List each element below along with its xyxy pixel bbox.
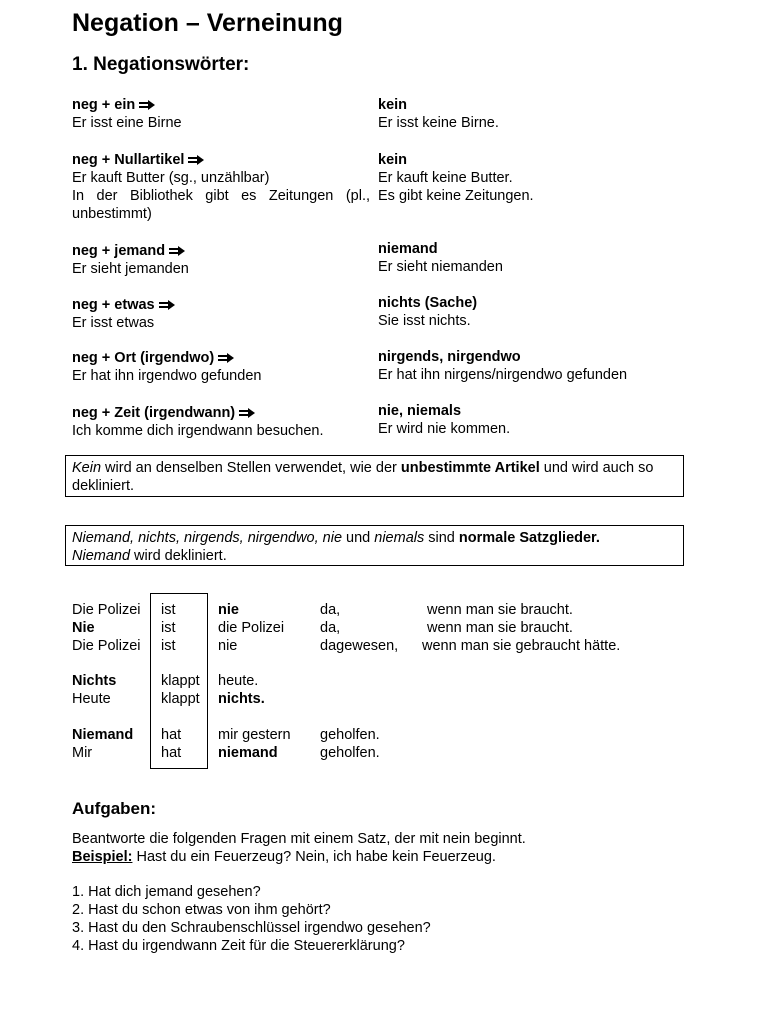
rule-left: [72, 96, 182, 132]
example-verb: hat: [161, 727, 182, 743]
question-item: 2. Hast du schon etwas von ihm gehört?: [72, 902, 331, 918]
rule-example: Er isst etwas: [72, 315, 155, 331]
example-negation: Nie: [72, 620, 95, 636]
note-bold: normale Satzglieder.: [458, 530, 600, 546]
note-text: sind: [424, 530, 459, 546]
rule-right: [378, 402, 510, 438]
example-rest: heute.: [218, 673, 259, 689]
rule-example: Es gibt keine Zeitungen.: [378, 188, 534, 204]
rule-right: [378, 240, 503, 276]
rule-right: [378, 348, 627, 384]
example-subject: Die Polizei: [72, 638, 141, 654]
example-verb: ist: [161, 620, 176, 636]
note-italic: Niemand, nichts, nirgends, nirgendwo, nie: [72, 530, 343, 546]
double-arrow-icon: [139, 100, 155, 110]
rule-result: nichts (Sache): [378, 295, 478, 311]
example-subject: Die Polizei: [72, 602, 141, 618]
example-rest: mir gestern: [218, 727, 291, 743]
question-item: 1. Hat dich jemand gesehen?: [72, 884, 261, 900]
rule-left: [72, 151, 370, 223]
example-verb: ist: [161, 638, 176, 654]
example-negation: nie: [218, 638, 238, 654]
example-subject: Heute: [72, 691, 111, 707]
rule-head: neg + Zeit (irgendwann): [72, 405, 236, 421]
example-negation: Niemand: [72, 727, 134, 743]
rule-left: [72, 349, 261, 385]
note-italic: Kein: [72, 460, 102, 476]
rule-left: [72, 404, 323, 440]
example-subject: die Polizei: [218, 620, 285, 636]
rule-result: nie, niemals: [378, 403, 462, 419]
page-title: Negation – Verneinung: [72, 9, 343, 37]
rule-example: Er kauft keine Butter.: [378, 170, 513, 186]
rule-example: Er kauft Butter (sg., unzählbar): [72, 170, 270, 186]
note-text: wird dekliniert.: [130, 548, 227, 564]
rule-head: neg + ein: [72, 97, 136, 113]
beispiel-line: [72, 848, 496, 866]
example-negation: niemand: [218, 745, 278, 761]
rule-left: [72, 296, 175, 332]
double-arrow-icon: [188, 155, 204, 165]
rule-head: neg + jemand: [72, 243, 166, 259]
rule-left: [72, 242, 189, 278]
rule-example: Er hat ihn nirgens/nirgendwo gefunden: [378, 367, 628, 383]
question-item: 4. Hast du irgendwann Zeit für die Steuererklärung?: [72, 938, 405, 954]
rule-result: kein: [378, 152, 408, 168]
example-rest: da,: [320, 602, 341, 618]
example-clause: wenn man sie braucht.: [427, 620, 573, 636]
aufgaben-heading: Aufgaben:: [72, 799, 157, 818]
note-text: wird an denselben Stellen verwendet, wie der: [101, 460, 401, 476]
rule-example: Er isst eine Birne: [72, 115, 182, 131]
beispiel-label: Beispiel:: [72, 849, 133, 865]
rule-head: neg + etwas: [72, 297, 155, 313]
note-box-satzglieder: [65, 525, 684, 566]
example-rest: da,: [320, 620, 341, 636]
question-item: 3. Hast du den Schraubenschlüssel irgendwo gesehen?: [72, 920, 431, 936]
example-negation: nichts.: [218, 691, 265, 707]
aufgaben-instruction: Beantworte die folgenden Fragen mit einem Satz, der mit nein beginnt.: [72, 831, 526, 847]
rule-example: Er sieht jemanden: [72, 261, 189, 277]
rule-head: neg + Nullartikel: [72, 152, 185, 168]
note-box-kein: [65, 455, 684, 497]
example-verb: klappt: [161, 691, 200, 707]
rule-head: neg + Ort (irgendwo): [72, 350, 215, 366]
rule-result: nirgends, nirgendwo: [378, 349, 521, 365]
example-rest: dagewesen,: [320, 638, 399, 654]
example-rest: geholfen.: [320, 745, 380, 761]
example-rest: geholfen.: [320, 727, 380, 743]
double-arrow-icon: [159, 300, 175, 310]
rule-example: Er hat ihn irgendwo gefunden: [72, 368, 262, 384]
double-arrow-icon: [239, 408, 255, 418]
rule-example: Sie isst nichts.: [378, 313, 471, 329]
example-verb: klappt: [161, 673, 200, 689]
beispiel-text: Hast du ein Feuerzeug? Nein, ich habe kein Feuerzeug.: [132, 849, 496, 865]
rule-example: Ich komme dich irgendwann besuchen.: [72, 423, 324, 439]
note-italic: Niemand: [72, 548, 131, 564]
example-negation: nie: [218, 602, 239, 618]
example-negation: Nichts: [72, 673, 117, 689]
note-bold: unbestimmte Artikel: [400, 460, 540, 476]
example-verb: hat: [161, 745, 182, 761]
example-clause: wenn man sie braucht.: [427, 602, 573, 618]
example-subject: Mir: [72, 745, 93, 761]
note-text: und wird auch so dekliniert.: [72, 460, 654, 494]
rule-example: In der Bibliothek gibt es Zeitungen (pl., unbestimmt): [72, 188, 370, 222]
rule-example: Er wird nie kommen.: [378, 421, 511, 437]
rule-right: [378, 96, 499, 132]
rule-right: [378, 151, 534, 205]
example-clause: wenn man sie gebraucht hätte.: [422, 638, 621, 654]
rule-result: kein: [378, 97, 408, 113]
note-text: und: [342, 530, 375, 546]
example-verb: ist: [161, 602, 176, 618]
double-arrow-icon: [169, 246, 185, 256]
rule-right: [378, 294, 477, 330]
rule-result: niemand: [378, 241, 438, 257]
rule-example: Er isst keine Birne.: [378, 115, 499, 131]
note-italic: niemals: [374, 530, 425, 546]
double-arrow-icon: [218, 353, 234, 363]
rule-example: Er sieht niemanden: [378, 259, 503, 275]
section-heading: 1. Negationswörter:: [72, 54, 250, 75]
